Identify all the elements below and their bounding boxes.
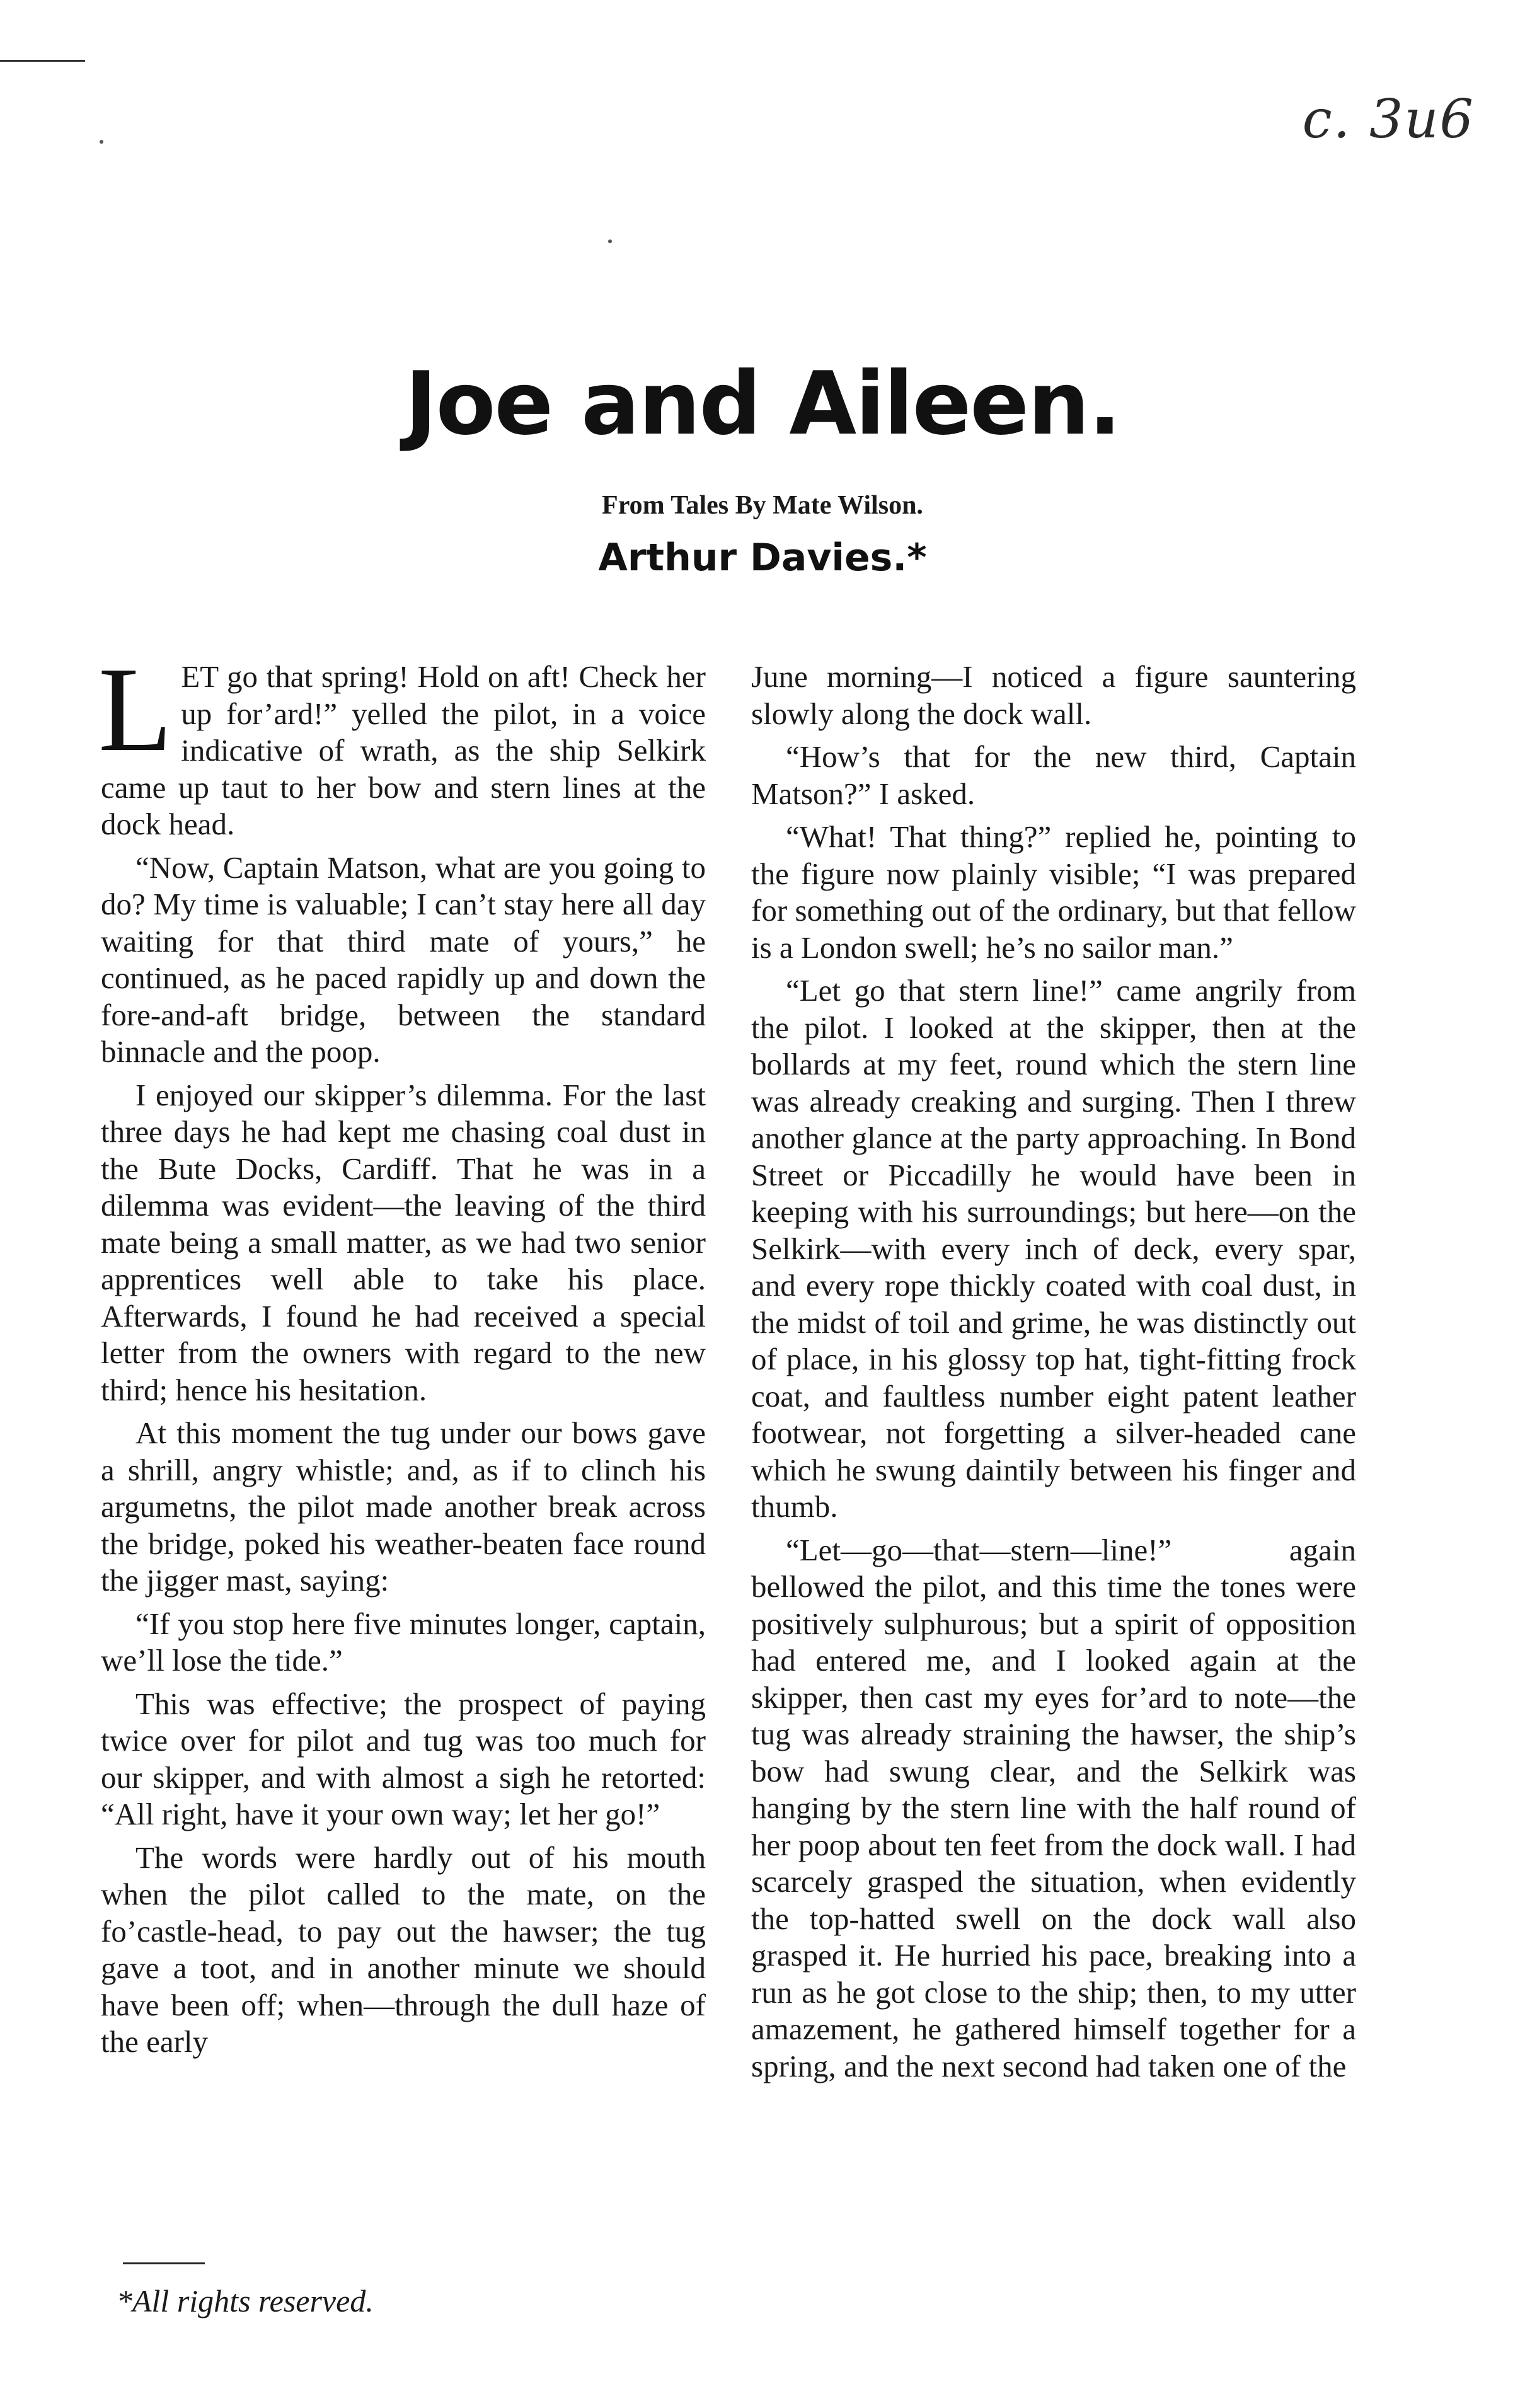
- left-column: [98, 642, 706, 2067]
- paragraph: “What! That thing?” replied he, pointing to the figure now plainly visible; “I was prepared for something out of the ordinary, but that fellow is a London swell; he’s no sailor man.”: [751, 819, 1356, 965]
- catalog-mark: c. 3u6: [1302, 88, 1475, 150]
- paragraph: “Let—go—that—stern—line!” again bellowed the pilot, and this time the tones were positively sulphurous; but a spirit of opposition had entered me, and I looked again at the skipper, then cast my eyes for’ard to note—the tug was already straining the hawser, the ship’s bow had swung clear, and the Selkirk was hanging by the stern line with the half round of her poop about ten feet from the dock wall. I had scarcely grasped the situation, when evidently the top-hatted swell on the dock wall also grasped it. He hurried his pace, breaking into a run as he got close to the ship; then, to my utter amazement, he gathered himself together for a spring, and the next second had taken one of the: [751, 1532, 1356, 2083]
- author-byline: Arthur Davies.*: [598, 536, 927, 580]
- top-left-rule: [0, 60, 85, 62]
- paragraph: At this moment the tug under our bows gave a shrill, angry whistle; and, as if to clinch his argumetns, the pilot made another break across the bridge, poked his weather-beaten face round the jigger mast, saying:: [101, 1415, 706, 1598]
- paragraph: The words were hardly out of his mouth when the pilot called to the mate, on the fo’castle-head, to pay out the hawser; the tug gave a toot, and in another minute we should have been off; when—through the dull haze of the early: [101, 1840, 706, 2059]
- page-title: Joe and Aileen.: [405, 353, 1120, 454]
- paragraph: This was effective; the prospect of paying twice over for pilot and tug was too much for our skipper, and with almost a sigh he retorted: “All right, have it your own way; let her go!”: [101, 1686, 706, 1831]
- paragraph: “How’s that for the new third, Captain Matson?” I asked.: [751, 739, 1356, 811]
- source-line: From Tales By Mate Wilson.: [602, 491, 923, 520]
- print-speck: [608, 239, 612, 243]
- right-column: [751, 659, 1356, 2091]
- opening-paragraph-text: ET go that spring! Hold on aft! Check her up for’ard!” yelled the pilot, in a voice indicative of wrath, as the ship Selkirk came up taut to her bow and stern lines at the dock head.: [101, 659, 706, 841]
- drop-cap: L: [98, 642, 173, 776]
- paragraph: I enjoyed our skipper’s dilemma. For the last three days he had kept me chasing coal dust in the Bute Docks, Cardiff. That he was in a dilemma was evident—the leaving of the third mate being a small matter, as we had two senior apprentices well able to take his place. Afterwards, I found he had received a special letter from the owners with regard to the new third; hence his hesitation.: [101, 1077, 706, 1407]
- opening-paragraph: [98, 642, 706, 843]
- continued-paragraph: June morning—I noticed a figure sauntering slowly along the dock wall.: [751, 659, 1356, 731]
- footnote-rule: [123, 2262, 205, 2264]
- paragraph: “If you stop here five minutes longer, captain, we’ll lose the tide.”: [101, 1606, 706, 1678]
- print-speck: [100, 140, 103, 144]
- paragraph: “Let go that stern line!” came angrily from the pilot. I looked at the skipper, then at the bollards at my feet, round which the stern line was already creaking and surging. Then I threw another glance at the party approaching. In Bond Street or Piccadilly he would have been in keeping with his surroundings; but here—on the Selkirk—with every inch of deck, every spar, and every rope thickly coated with coal dust, in the midst of toil and grime, he was distinctly out of place, in his glossy top hat, tight-fitting frock coat, and faultless number eight patent leather footwear, not forgetting a silver-headed cane which he swung daintily between his finger and thumb.: [751, 973, 1356, 1524]
- footnote: *All rights reserved.: [117, 2283, 374, 2319]
- paragraph: “Now, Captain Matson, what are you going to do? My time is valuable; I can’t stay here all day waiting for that third mate of yours,” he continued, as he paced rapidly up and down the fore-and-aft bridge, between the standard binnacle and the poop.: [101, 850, 706, 1069]
